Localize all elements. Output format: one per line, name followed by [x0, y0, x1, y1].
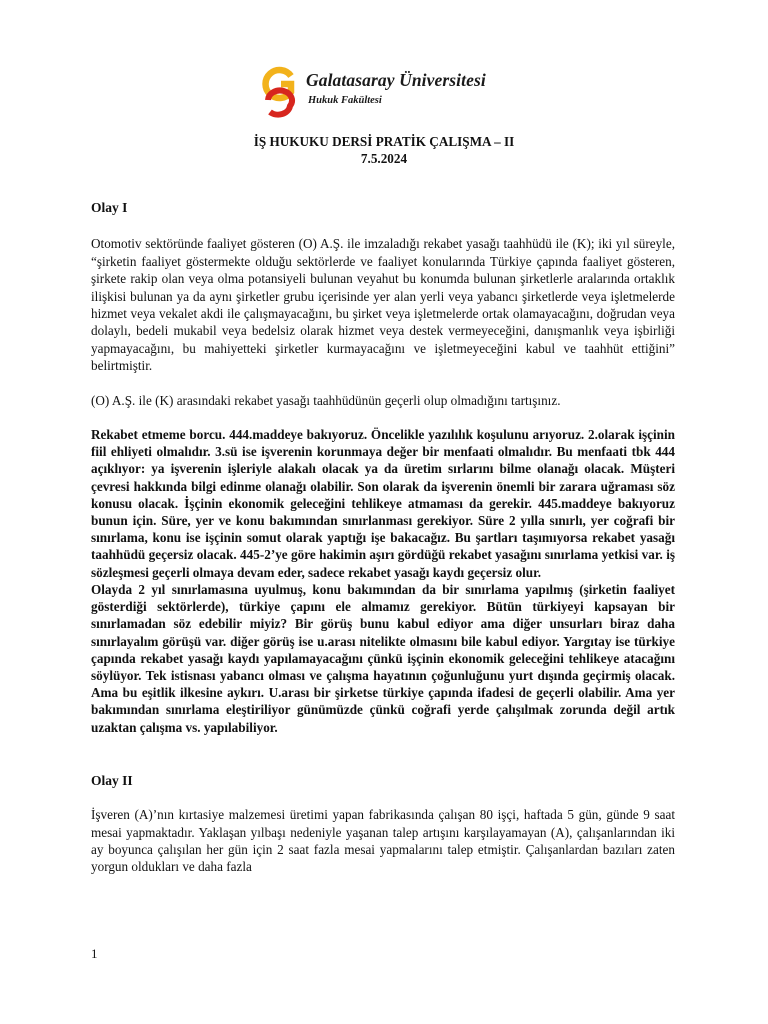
document-body: [91, 199, 675, 876]
page-number: 1: [91, 946, 98, 961]
olay-2-heading: Olay II: [91, 772, 133, 788]
olay-1-heading: Olay I: [91, 200, 128, 215]
title-line: İŞ HUKUKU DERSİ PRATİK ÇALIŞMA – II: [253, 134, 515, 149]
letterhead: [258, 62, 518, 118]
olay-1-answer-part-2: Olayda 2 yıl sınırlamasına uyulmuş, konu bakımından da bir sınırlama yapılmış (şirketin faaliyet gösterdiği sektörlerde), türkiye çapını ele almamız gerekiyor. Bütün türkiyeyi kapsayan bir sınırlamadan söz edebilir miyiz? Bir görüş bunu kabul ediyor ama diğer unsurları biraz daha sınırlayalım görüşü var. diğer görüş ise u.arası nitelikte olmasını bile kabul ediyor. Yargıtay ise türkiye çapında rekabet yasağı kaydı yapılamayacağını çünkü işçinin ekonomik geleceğini tehlikeye atacağını söylüyor. Tek istisnası yabancı olması ve çalışma hayatının çoğunluğunu yurt dışında geçirmiş olacak. Ama bu eşitlik ilkesine aykırı. U.arası bir şirketse türkiye çapında ifadesi de geçerli olabilir. Ama yer bakımından sınırlama eleştiriliyor günümüzde çünkü coğrafi yerde çalışılmak zorunda değil artık uzaktan çalışma vs. yapılabiliyor.: [91, 581, 675, 735]
olay-1-facts: Otomotiv sektöründe faaliyet gösteren (O) A.Ş. ile imzaladığı rekabet yasağı taahhüdü ile (K); iki yıl süreyle, “şirketin faaliyet göstermekte olduğu sektörlerde ve faaliyet konularında Türkiye çapında faaliyet gösteren, şirkete rakip olan veya olma potansiyeli bulunan veyahut bu konumda bulunan şirketlerle aralarında ortaklık ilişkisi bulunan ya da aynı şirketler grubu içerisinde yer alan yerli veya yabancı şirketlerde veya işletmelerde hizmet veya vekalet akdi ile çalışmayacağını, bu şirket veya işletmelerde ortak olamayacağını, doğrudan veya dolaylı, bedeli mukabil veya bedelsiz olarak hizmet veya destek vermeyeceğini, danışmanlık veya işbirliği yapmayacağını, bu mahiyetteki şirketler kurmayacağını ve işletmeyeceğini kabul ve taahhüt ettiğini” belirtmiştir.: [91, 236, 675, 374]
olay-2-facts: İşveren (A)’nın kırtasiye malzemesi üretimi yapan fabrikasında çalışan 80 işçi, haftada 5 gün, günde 9 saat mesai yapmaktadır. Yaklaşan yılbaşı nedeniyle yaşanan talep artışını karşılayamayan (A), çalışanlarından iki ay boyunca çalışılan her gün için 2 saat fazla mesai yapmalarını talep etmiştir. Çalışanlardan bazıları zaten yorgun oldukları ve daha fazla: [91, 807, 675, 875]
document-title: [0, 133, 768, 167]
university-name: Galatasaray Üniversitesi: [306, 70, 486, 90]
galatasaray-logo-icon: [258, 62, 300, 118]
title-date: 7.5.2024: [360, 151, 408, 166]
faculty-name: Hukuk Fakültesi: [308, 95, 382, 106]
olay-1-answer-part-1: Rekabet etmeme borcu. 444.maddeye bakıyoruz. Öncelikle yazılılık koşulunu arıyoruz. 2.olarak işçinin fiil ehliyeti olmalıdır. 3.sü ise işverenin korunmaya değer bir menfaati olmalıdır. Bu menfaati tbk 444 açıklıyor: ya işverenin işleriyle alakalı olacak ya da üretim sırlarını bilme olanağı olacak. Müşteri çevresi hakkında bilgi edinme olanağı olabilir. Son olarak da işverenin önemli bir zarara uğraması söz konusu olacak. İşçinin ekonomik geleceğini tehlikeye atmaması da gerekir. 445.maddeye bakıyoruz bunun için. Süre, yer ve konu bakımından sınırlanması gerekiyor. Süre 2 yılla sınırlı, yer coğrafi bir sınırlama, konu ise işçinin somut olarak yaptığı işe bakacağız. Bu şartları taşımıyorsa rekabet yasağı taahhüdü geçersiz olacak. 445-2’ye göre hakimin aşırı gördüğü rekabet yasağını sınırlama yetkisi var. iş sözleşmesi geçerli olmaya devam eder, sadece rekabet yasağı kaydı geçersiz olur.: [91, 427, 675, 580]
olay-1-question: (O) A.Ş. ile (K) arasındaki rekabet yasağı taahhüdünün geçerli olup olmadığını tartışınız.: [91, 392, 561, 408]
